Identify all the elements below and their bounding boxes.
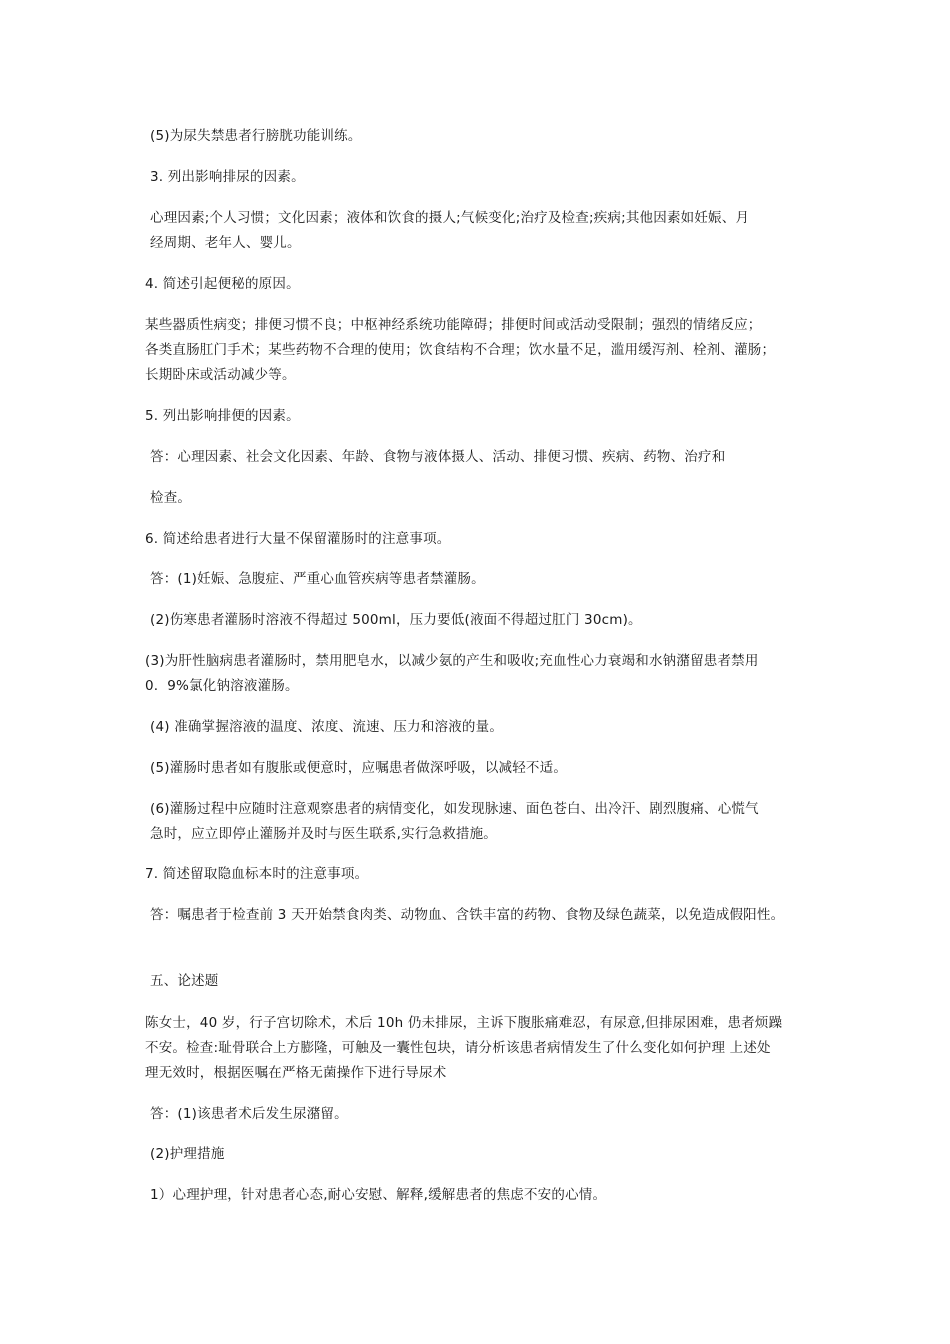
question-heading: 3. 列出影响排尿的因素。: [150, 169, 305, 185]
text-line: (2)伤寒患者灌肠时溶液不得超过 500ml，压力要低(液面不得超过肛门 30cm)。: [150, 612, 642, 628]
text-line: 陈女士，40 岁，行子宫切除术，术后 10h 仍未排尿，主诉下腹胀痛难忍，有尿意,但排尿困难，患者烦躁: [145, 1015, 783, 1031]
question-heading: 6. 简述给患者进行大量不保留灌肠时的注意事项。: [145, 531, 451, 547]
text-line: (5)为尿失禁患者行膀胱功能训练。: [150, 128, 362, 144]
text-line: (6)灌肠过程中应随时注意观察患者的病情变化，如发现脉速、面色苍白、出冷汗、剧烈腹痛、心慌气: [150, 801, 759, 817]
text-line: (5)灌肠时患者如有腹胀或便意时，应嘱患者做深呼吸，以减轻不适。: [150, 760, 568, 776]
question-heading: 4. 简述引起便秘的原因。: [145, 276, 300, 292]
text-line: 各类直肠肛门手术；某些药物不合理的使用；饮食结构不合理；饮水量不足，滥用缓泻剂、栓剂、灌肠；: [145, 342, 776, 358]
question-heading: 5. 列出影响排便的因素。: [145, 408, 300, 424]
text-line: (2)护理措施: [150, 1146, 225, 1162]
text-line: 长期卧床或活动减少等。: [145, 367, 296, 383]
text-line: 0. 9%氯化钠溶液灌肠。: [145, 678, 299, 694]
question-heading: 7. 简述留取隐血标本时的注意事项。: [145, 866, 369, 882]
section-heading: 五、论述题: [150, 973, 219, 989]
text-line: (4) 准确掌握溶液的温度、浓度、流速、压力和溶液的量。: [150, 719, 504, 735]
answer-line: 答：(1)妊娠、急腹症、严重心血管疾病等患者禁灌肠。: [150, 571, 485, 587]
text-line: 某些器质性病变；排便习惯不良；中枢神经系统功能障碍；排便时间或活动受限制；强烈的情绪反应；: [145, 317, 762, 333]
text-line: 理无效时，根据医嘱在严格无菌操作下进行导尿术: [145, 1065, 447, 1081]
text-line: 急时，应立即停止灌肠并及时与医生联系,实行急救措施。: [150, 826, 497, 842]
text-line: 1）心理护理，针对患者心态,耐心安慰、解释,缓解患者的焦虑不安的心情。: [150, 1187, 607, 1203]
answer-line: 答：嘱患者于检查前 3 天开始禁食肉类、动物血、含铁丰富的药物、食物及绿色蔬菜，以免造成假阳性。: [150, 907, 785, 923]
text-line: 检查。: [150, 490, 192, 506]
answer-line: 答：心理因素、社会文化因素、年龄、食物与液体摄人、活动、排便习惯、疾病、药物、治疗和: [150, 449, 726, 465]
text-line: (3)为肝性脑病患者灌肠时，禁用肥皂水，以减少氨的产生和吸收;充血性心力衰竭和水钠潴留患者禁用: [145, 653, 759, 669]
text-line: 不安。检查:耻骨联合上方膨隆，可触及一囊性包块，请分析该患者病情发生了什么变化如何护理 上述处: [145, 1040, 771, 1056]
text-line: 心理因素;个人习惯；文化因素；液体和饮食的摄人;气候变化;治疗及检查;疾病;其他因素如妊娠、月: [150, 210, 750, 226]
text-line: 经周期、老年人、婴儿。: [150, 235, 301, 251]
answer-line: 答：(1)该患者术后发生尿潴留。: [150, 1106, 348, 1122]
